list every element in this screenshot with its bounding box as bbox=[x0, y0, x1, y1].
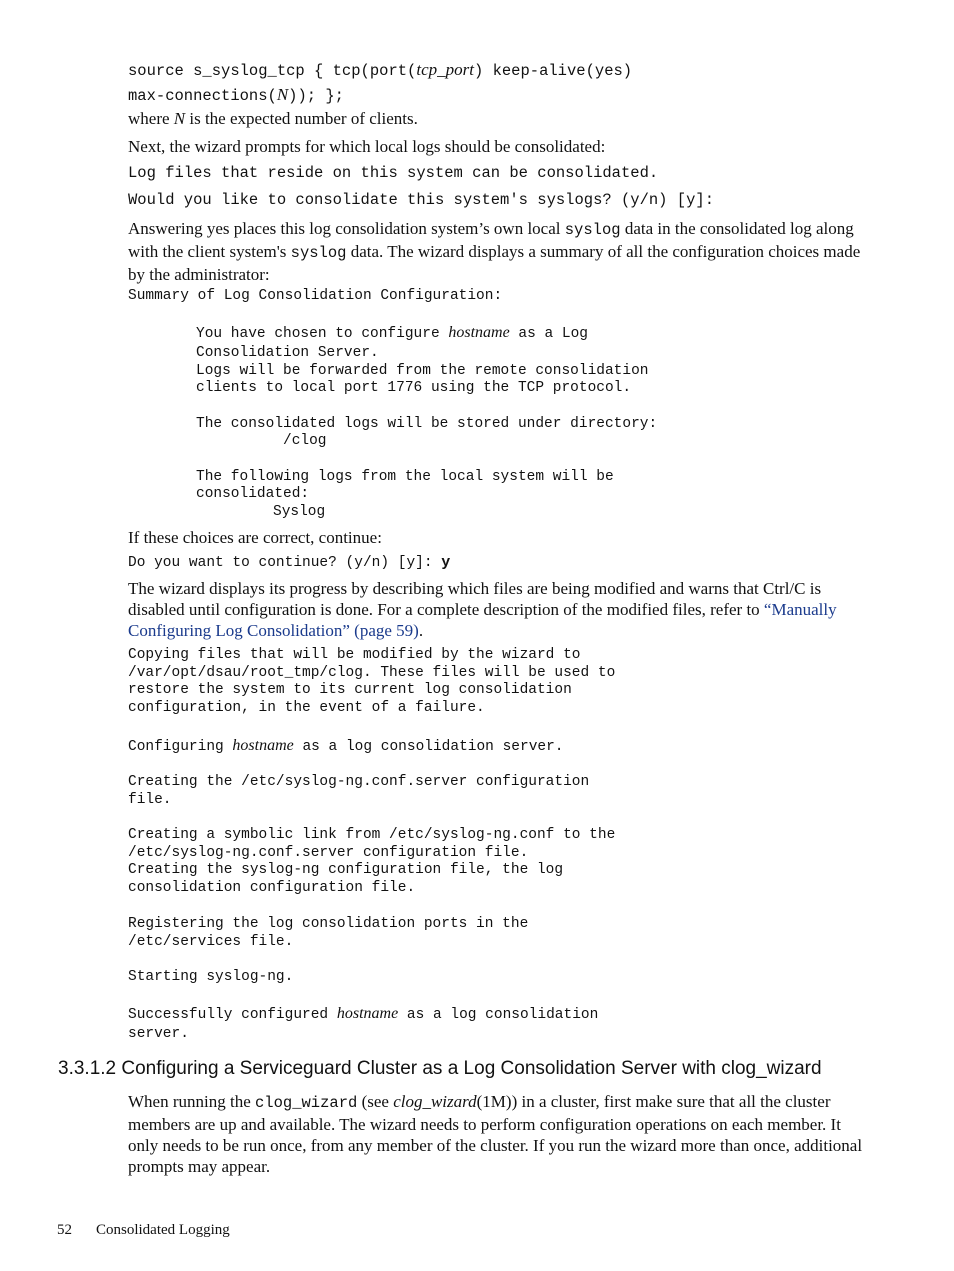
summary-hostname-line: You have chosen to configure hostname as a Log bbox=[196, 324, 588, 342]
code-param: N bbox=[276, 85, 289, 104]
continue-prompt: Do you want to continue? (y/n) [y]: y bbox=[128, 554, 451, 571]
manual-config-link[interactable]: “Manually Configuring Log Consolidation” (page 59) bbox=[128, 600, 837, 640]
progress-paragraph: The wizard displays its progress by describing which files are being modified and warns that Ctrl/C is disabled until configuration is done. For a complete description of the modified files, refer to “Manually Configuring Log Consolidation” (page 59). bbox=[128, 579, 837, 640]
summary-line: clients to local port 1776 using the TCP protocol. bbox=[196, 380, 632, 396]
summary-directory: /clog bbox=[283, 433, 327, 449]
where-line: where N is the expected number of clients. bbox=[128, 109, 418, 128]
summary-line: The following logs from the local system will be bbox=[196, 469, 614, 485]
footer-title: Consolidated Logging bbox=[96, 1222, 230, 1238]
page-number: 52 bbox=[57, 1222, 72, 1238]
summary-log-name: Syslog bbox=[273, 504, 326, 520]
output-starting: Starting syslog-ng. bbox=[128, 969, 294, 985]
output-symbolic-link: Creating a symbolic link from /etc/syslog-ng.conf to the /etc/syslog-ng.conf.server configuration file. Creating the syslog-ng configuration file, the log consolidation configuration file. bbox=[128, 827, 616, 897]
summary-line: The consolidated logs will be stored under directory: bbox=[196, 416, 658, 432]
code-text: )); }; bbox=[288, 87, 344, 105]
summary-line: Consolidation Server. bbox=[196, 345, 379, 361]
code-text: ) keep-alive(yes) bbox=[473, 62, 633, 80]
output-success-end: server. bbox=[128, 1026, 189, 1042]
output-creating-config: Creating the /etc/syslog-ng.conf.server configuration file. bbox=[128, 774, 590, 808]
next-paragraph: Next, the wizard prompts for which local logs should be consolidated: bbox=[128, 137, 606, 156]
summary-line: Logs will be forwarded from the remote consolidation bbox=[196, 363, 649, 379]
summary-title: Summary of Log Consolidation Configuration: bbox=[128, 288, 503, 304]
code-param: tcp_port bbox=[416, 60, 474, 79]
section-paragraph: When running the clog_wizard (see clog_wizard(1M)) in a cluster, first make sure that all the cluster members are up and available. The wizard needs to perform configuration operations on each member. It only needs to be run once, from any member of the cluster. If you run the wizard more than once, additional prompts may appear. bbox=[128, 1092, 863, 1176]
output-copying-files: Copying files that will be modified by the wizard to /var/opt/dsau/root_tmp/clog. These files will be used to restore the system to its current log consolidation configuration, in the event of a failure. bbox=[128, 647, 616, 717]
code-text: max-connections( bbox=[128, 87, 277, 105]
output-success: Successfully configured hostname as a log consolidation bbox=[128, 1005, 599, 1023]
if-correct-line: If these choices are correct, continue: bbox=[128, 528, 382, 547]
section-heading: 3.3.1.2 Configuring a Serviceguard Cluster as a Log Consolidation Server with clog_wizard bbox=[58, 1058, 822, 1079]
prompt-consolidate: Would you like to consolidate this system's syslogs? (y/n) [y]: bbox=[128, 191, 714, 209]
output-registering-ports: Registering the log consolidation ports in the /etc/services file. bbox=[128, 916, 529, 950]
code-text: source s_syslog_tcp { tcp(port( bbox=[128, 62, 417, 80]
summary-line: consolidated: bbox=[196, 486, 310, 502]
code-source-syslog bbox=[128, 58, 888, 108]
answer-paragraph: Answering yes places this log consolidation system’s own local syslog data in the consolidated log along with the client system's syslog data. The wizard displays a summary of all the configuration choices made by the administrator: bbox=[128, 219, 861, 284]
prompt-log-files: Log files that reside on this system can be consolidated. bbox=[128, 164, 659, 182]
output-configuring: Configuring hostname as a log consolidation server. bbox=[128, 737, 564, 755]
